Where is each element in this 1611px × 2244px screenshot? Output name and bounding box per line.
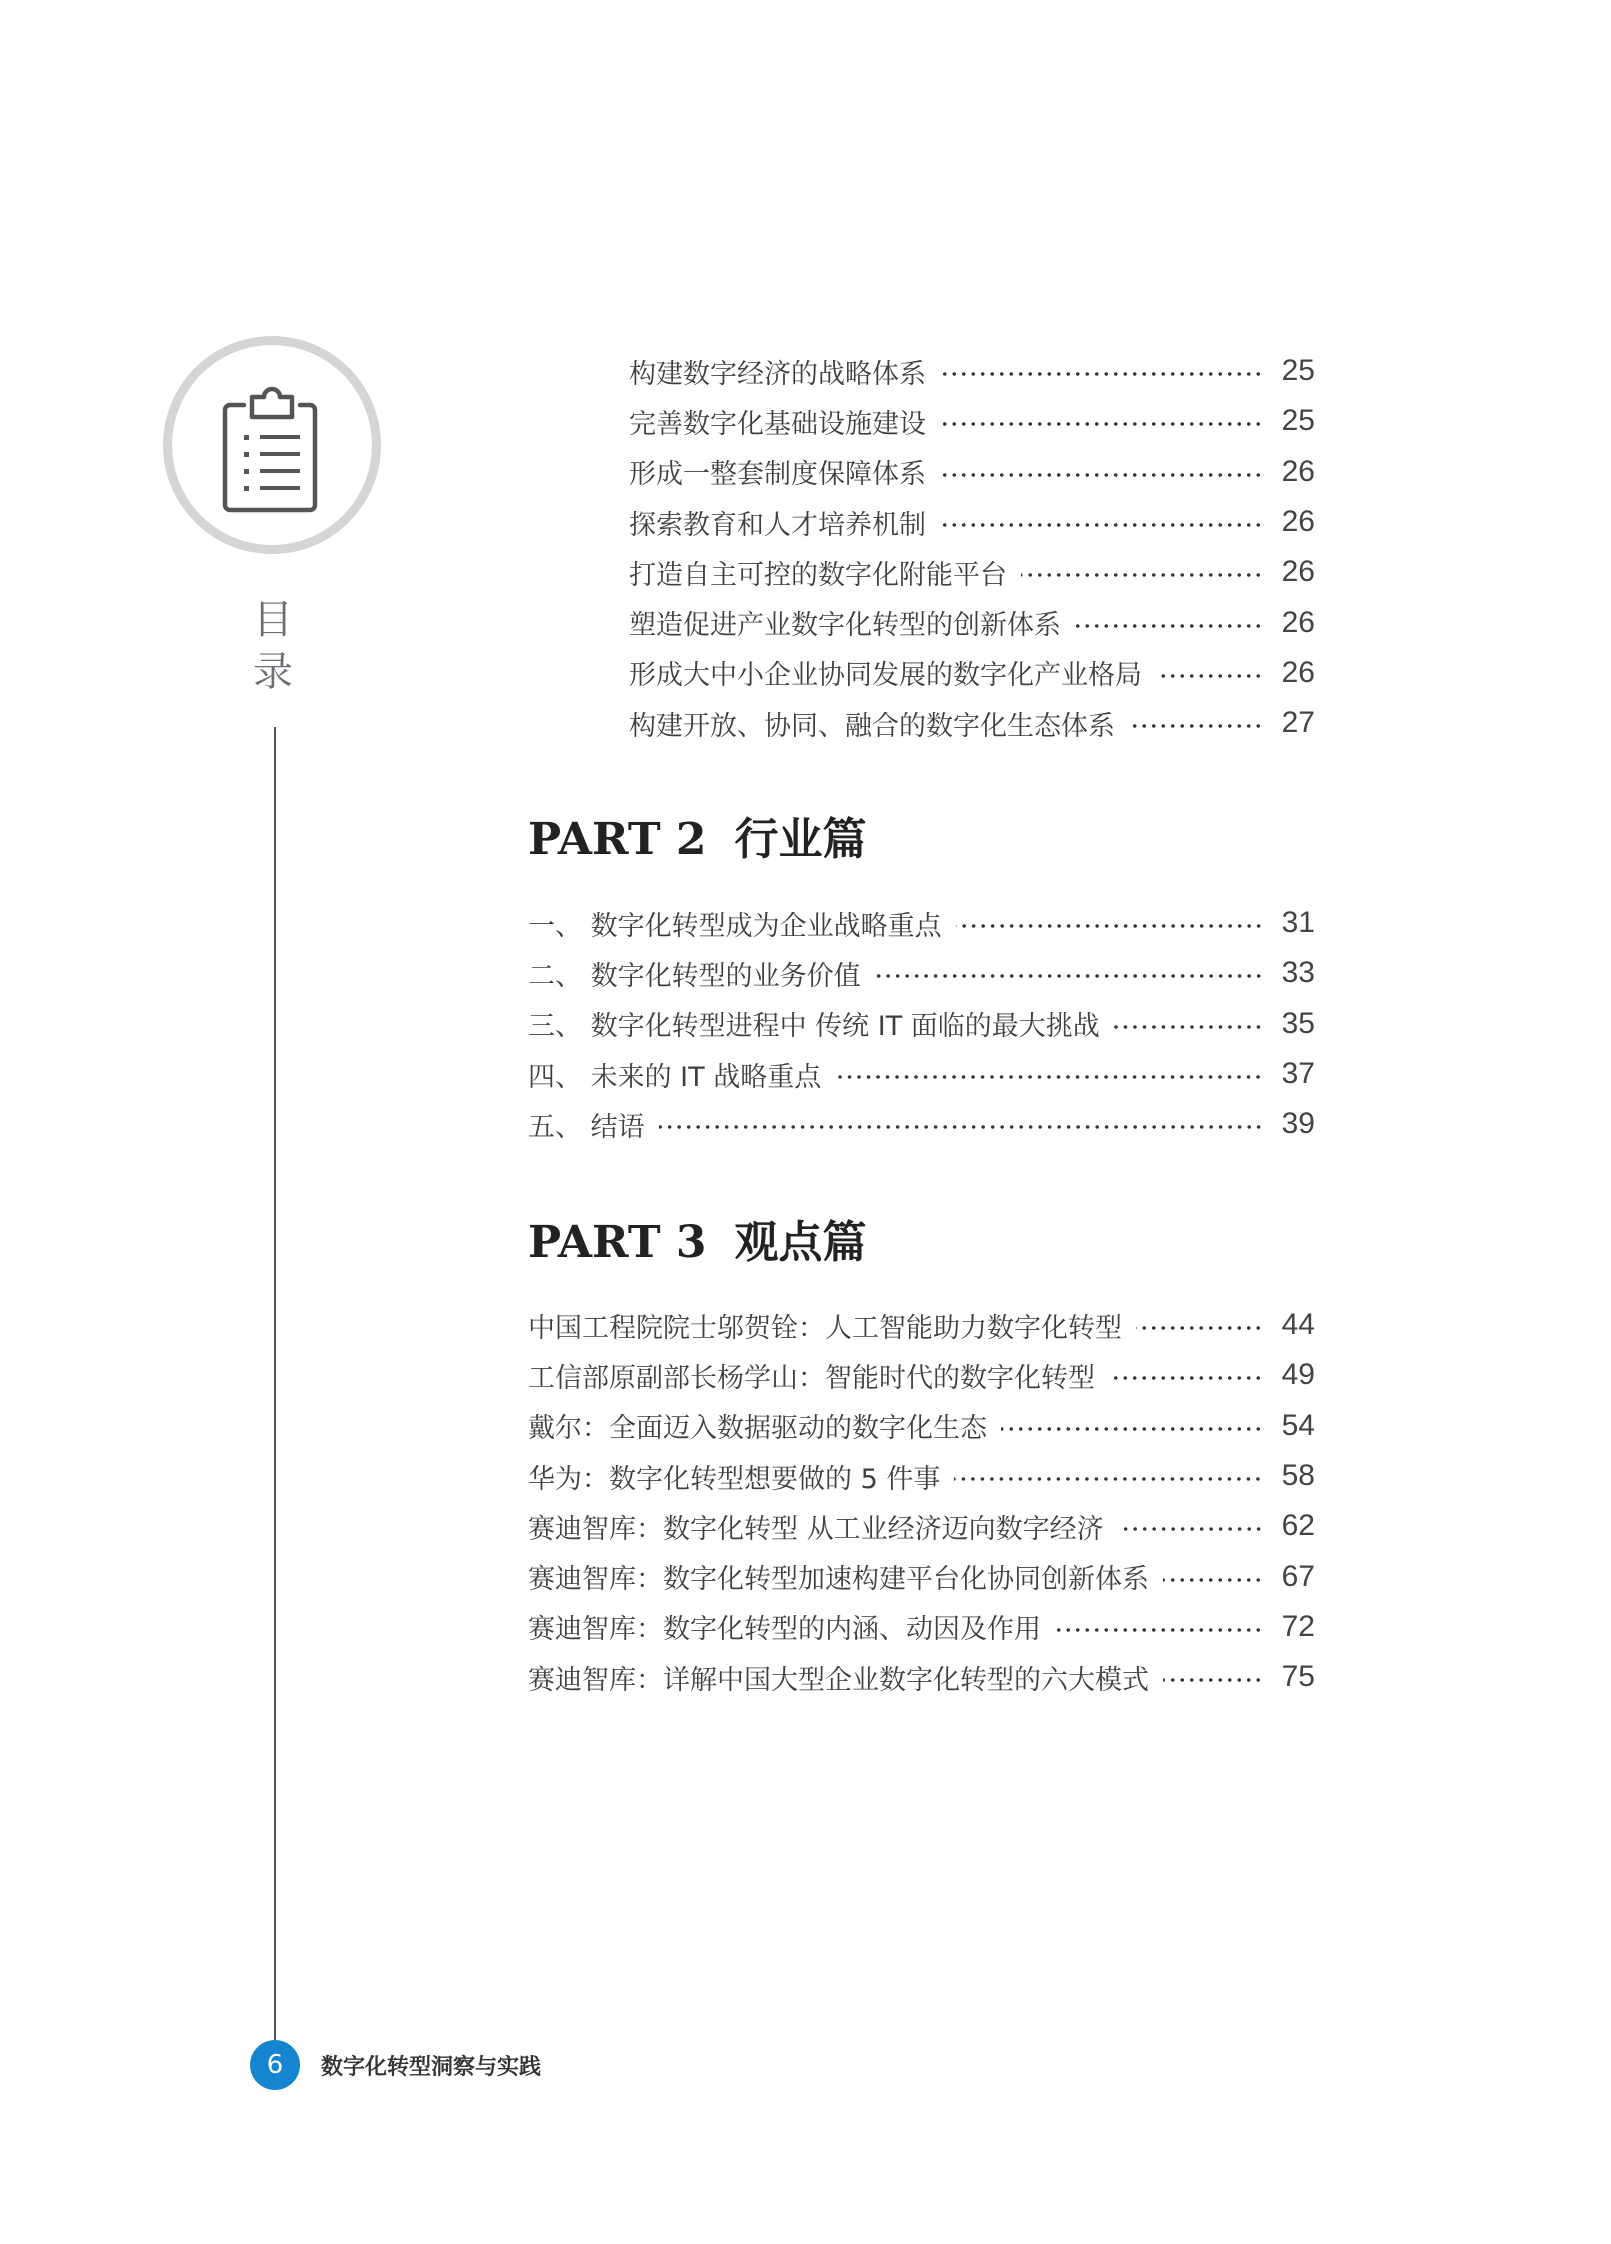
entry-label: 四、 未来的 IT 战略重点 — [528, 1061, 822, 1093]
dot-leader — [940, 523, 1263, 527]
toc-entry[interactable] — [528, 948, 1315, 998]
toc-entry[interactable] — [528, 1652, 1315, 1702]
toc-title-char-1: 目 — [253, 597, 293, 643]
clipboard-list-icon — [222, 385, 322, 515]
entry-label: 形成一整套制度保障体系 — [629, 459, 926, 491]
entry-page: 58 — [1281, 1459, 1315, 1493]
entry-label: 完善数字化基础设施建设 — [629, 408, 926, 440]
toc-entry[interactable] — [528, 1049, 1315, 1099]
toc-entry[interactable] — [528, 999, 1315, 1049]
entry-label: 赛迪智库：详解中国大型企业数字化转型的六大模式 — [528, 1664, 1149, 1696]
entry-page: 26 — [1281, 454, 1315, 488]
entry-page: 33 — [1281, 956, 1315, 990]
entry-page: 62 — [1281, 1509, 1315, 1543]
toc-entry[interactable] — [629, 547, 1315, 597]
dot-leader — [1021, 573, 1263, 577]
entry-label: 三、 数字化转型进程中 传统 IT 面临的最大挑战 — [528, 1011, 1100, 1043]
entry-label: 工信部原副部长杨学山：智能时代的数字化转型 — [528, 1362, 1095, 1394]
entry-label: 塑造促进产业数字化转型的创新体系 — [629, 610, 1061, 642]
entry-page: 26 — [1281, 605, 1315, 639]
entry-page: 67 — [1281, 1559, 1315, 1593]
page-number-badge: 6 — [250, 2040, 300, 2090]
toc-entry[interactable] — [629, 648, 1315, 698]
dot-leader — [875, 974, 1263, 978]
entry-label: 形成大中小企业协同发展的数字化产业格局 — [629, 660, 1142, 692]
toc-entry[interactable] — [629, 597, 1315, 647]
divider-line — [274, 727, 276, 2047]
dot-leader — [659, 1125, 1263, 1129]
toc-entry[interactable] — [528, 1602, 1315, 1652]
toc-entry[interactable] — [629, 497, 1315, 547]
entry-label: 中国工程院院士邬贺铨：人工智能助力数字化转型 — [528, 1312, 1122, 1344]
part3-toc-list — [528, 1300, 1315, 1702]
dot-leader — [1114, 1025, 1263, 1029]
entry-label: 五、 结语 — [528, 1111, 645, 1143]
entry-label: 华为：数字化转型想要做的 5 件事 — [528, 1463, 941, 1495]
entry-label: 赛迪智库：数字化转型加速构建平台化协同创新体系 — [528, 1564, 1149, 1596]
toc-entry[interactable] — [528, 1451, 1315, 1501]
entry-page: 54 — [1281, 1408, 1315, 1442]
entry-page: 37 — [1281, 1057, 1315, 1091]
entry-label: 一、 数字化转型成为企业战略重点 — [528, 910, 942, 942]
toc-entry[interactable] — [528, 898, 1315, 948]
dot-leader — [835, 1075, 1263, 1079]
entry-page: 25 — [1281, 354, 1315, 388]
footer-book-title: 数字化转型洞察与实践 — [321, 2055, 542, 2080]
dot-leader — [1075, 624, 1263, 628]
dot-leader — [940, 473, 1263, 477]
toc-entry[interactable] — [528, 1350, 1315, 1400]
toc-title-char-2: 录 — [253, 649, 293, 695]
toc-entry[interactable] — [528, 1551, 1315, 1601]
toc-entry[interactable] — [629, 346, 1315, 396]
dot-leader — [1109, 1376, 1263, 1380]
part-number: PART 2 — [528, 814, 707, 865]
entry-label: 戴尔：全面迈入数据驱动的数字化生态 — [528, 1413, 987, 1445]
dot-leader — [940, 422, 1263, 426]
entry-label: 探索教育和人才培养机制 — [629, 509, 926, 541]
entry-label: 打造自主可控的数字化附能平台 — [629, 559, 1007, 591]
part-title: 行业篇 — [734, 814, 867, 865]
entry-label: 赛迪智库：数字化转型的内涵、动因及作用 — [528, 1614, 1041, 1646]
entry-label: 构建数字经济的战略体系 — [629, 358, 926, 390]
entry-page: 49 — [1281, 1358, 1315, 1392]
toc-entry[interactable] — [629, 698, 1315, 748]
part-title: 观点篇 — [734, 1217, 867, 1268]
toc-entry[interactable] — [528, 1401, 1315, 1451]
toc-entry[interactable] — [528, 1099, 1315, 1149]
toc-icon-badge — [163, 336, 381, 554]
entry-page: 44 — [1281, 1308, 1315, 1342]
entry-label: 构建开放、协同、融合的数字化生态体系 — [629, 710, 1115, 742]
part2-heading — [528, 803, 867, 867]
entry-page: 39 — [1281, 1107, 1315, 1141]
entry-page: 72 — [1281, 1609, 1315, 1643]
toc-entry[interactable] — [528, 1501, 1315, 1551]
entry-label: 二、 数字化转型的业务价值 — [528, 960, 861, 992]
entry-page: 27 — [1281, 706, 1315, 740]
entry-page: 75 — [1281, 1660, 1315, 1694]
dot-leader — [1055, 1628, 1263, 1632]
dot-leader — [1001, 1427, 1263, 1431]
entry-page: 35 — [1281, 1006, 1315, 1040]
entry-label: 赛迪智库：数字化转型 从工业经济迈向数字经济 — [528, 1513, 1104, 1545]
toc-entry[interactable] — [528, 1300, 1315, 1350]
dot-leader — [1129, 724, 1263, 728]
toc-entry[interactable] — [629, 447, 1315, 497]
part1-toc-list — [629, 346, 1315, 748]
part3-heading — [528, 1206, 867, 1270]
entry-page: 31 — [1281, 906, 1315, 940]
dot-leader — [1163, 1578, 1263, 1582]
entry-page: 25 — [1281, 404, 1315, 438]
dot-leader — [956, 924, 1263, 928]
toc-entry[interactable] — [629, 396, 1315, 446]
dot-leader — [1118, 1527, 1263, 1531]
dot-leader — [1156, 674, 1263, 678]
entry-page: 26 — [1281, 655, 1315, 689]
part2-toc-list — [528, 898, 1315, 1149]
entry-page: 26 — [1281, 555, 1315, 589]
dot-leader — [1163, 1678, 1263, 1682]
dot-leader — [940, 372, 1263, 376]
entry-page: 26 — [1281, 505, 1315, 539]
dot-leader — [954, 1477, 1263, 1481]
dot-leader — [1136, 1326, 1263, 1330]
part-number: PART 3 — [528, 1217, 707, 1268]
